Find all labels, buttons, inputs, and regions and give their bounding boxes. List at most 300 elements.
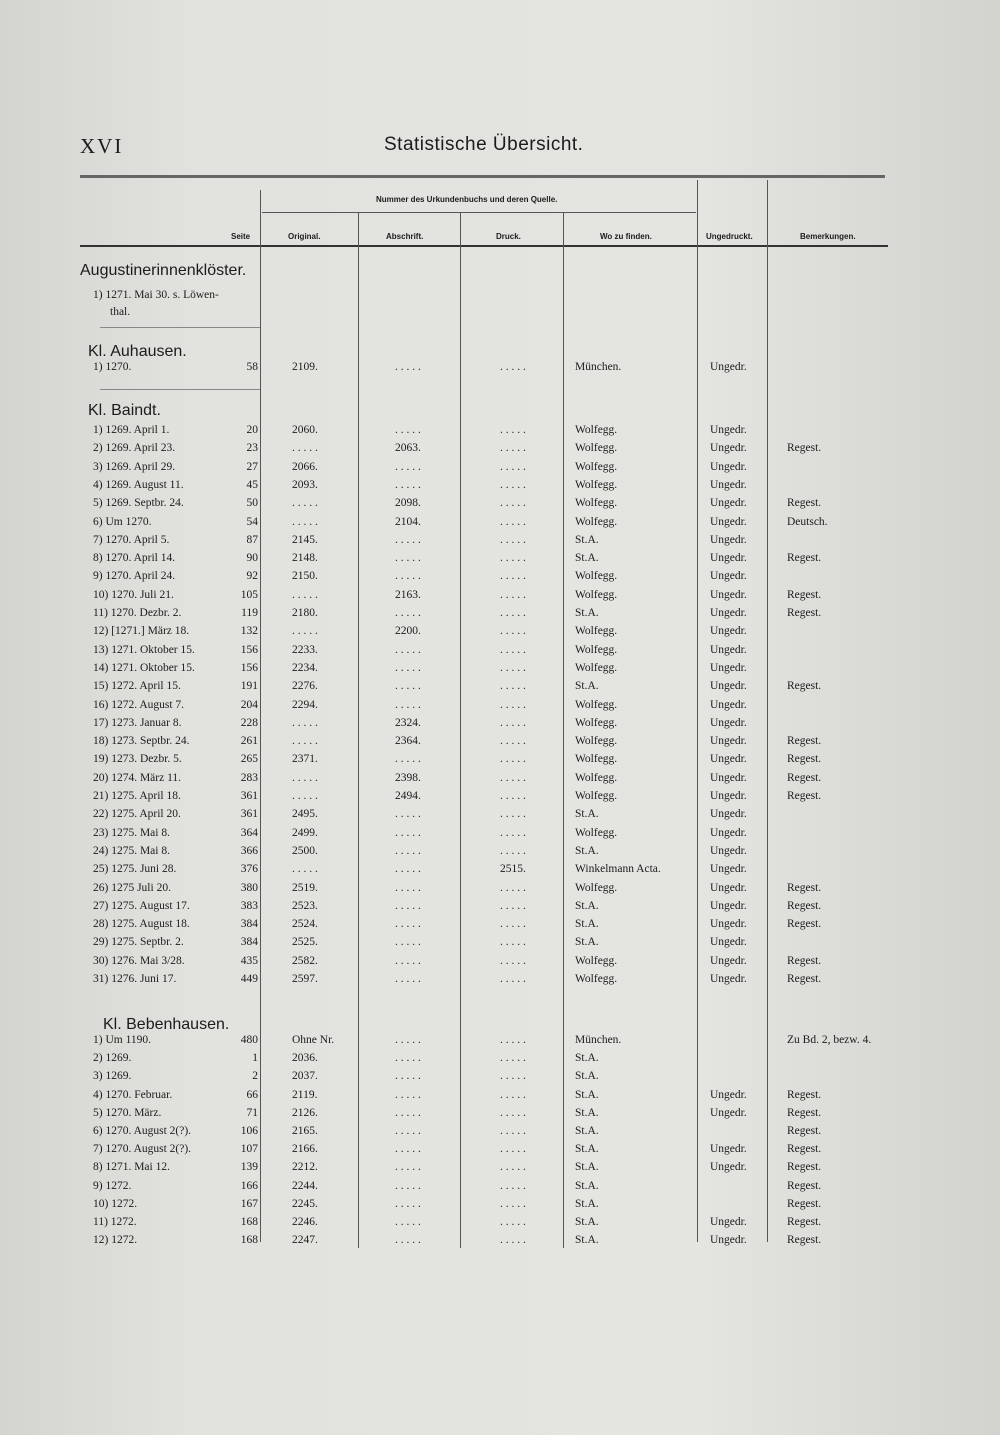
entry-abschrift: 2398. <box>395 771 421 784</box>
entry-date: 28) 1275. August 18. <box>93 918 190 931</box>
entry-date: 5) 1270. März. <box>93 1106 162 1119</box>
entry-seite: 71 <box>246 1106 258 1119</box>
table-row <box>0 461 1000 479</box>
entry-date: 17) 1273. Januar 8. <box>93 716 182 729</box>
entry-seite: 87 <box>246 533 258 546</box>
entry-location: St.A. <box>575 1143 599 1156</box>
entry-abschrift: . . . . . <box>395 1179 421 1192</box>
entry-original: . . . . . <box>292 771 318 784</box>
header-abschrift: Abschrift. <box>386 232 424 241</box>
entry-original: . . . . . <box>292 863 318 876</box>
section-title: Kl. Auhausen. <box>88 343 187 360</box>
entry-druck: . . . . . <box>500 826 526 839</box>
entry-druck: . . . . . <box>500 1088 526 1101</box>
entry-abschrift: . . . . . <box>395 680 421 693</box>
entry-date: 14) 1271. Oktober 15. <box>93 661 195 674</box>
entry-abschrift: 2324. <box>395 716 421 729</box>
section-title: Kl. Bebenhausen. <box>103 1016 230 1033</box>
entry-druck: . . . . . <box>500 497 526 510</box>
entry-druck: . . . . . <box>500 588 526 601</box>
table-row <box>0 717 1000 735</box>
table-row <box>0 900 1000 918</box>
entry-abschrift: . . . . . <box>395 973 421 985</box>
table-row <box>0 662 1000 680</box>
entry-location: St.A. <box>575 1106 599 1119</box>
table-row <box>0 607 1000 625</box>
entry-ungedruckt: Ungedr. <box>710 460 747 473</box>
entry-original: 2597. <box>292 973 318 985</box>
entry-location: St.A. <box>575 936 599 949</box>
entry-date: 30) 1276. Mai 3/28. <box>93 954 185 967</box>
entry-ungedruckt: Ungedr. <box>710 918 747 931</box>
entry-original: 2276. <box>292 680 318 693</box>
entry-ungedruckt: Ungedr. <box>710 478 747 491</box>
entry-original: . . . . . <box>292 588 318 601</box>
entry-original: 2244. <box>292 1179 318 1192</box>
table-row <box>0 1198 1000 1216</box>
entry-abschrift: . . . . . <box>395 570 421 583</box>
table-row <box>0 973 1000 991</box>
entry-date: 9) 1272. <box>93 1179 132 1192</box>
header-ungedruckt: Ungedruckt. <box>706 232 753 241</box>
entry-date: 2) 1269. April 23. <box>93 442 176 455</box>
entry-druck: . . . . . <box>500 698 526 711</box>
entry-original: 2525. <box>292 936 318 949</box>
entry-date: 20) 1274. März 11. <box>93 771 182 784</box>
entry-ungedruckt: Ungedr. <box>710 808 747 821</box>
table-row <box>0 625 1000 643</box>
entry-date: 3) 1269. <box>93 1070 132 1083</box>
entry-druck: . . . . . <box>500 643 526 656</box>
entry-date: 25) 1275. Juni 28. <box>93 863 177 876</box>
entry-druck: . . . . . <box>500 844 526 857</box>
entry-location: Wolfegg. <box>575 478 618 491</box>
entry-remark: Regest. <box>787 497 822 510</box>
entry-remark: Regest. <box>787 899 822 912</box>
entry-location: Wolfegg. <box>575 570 618 583</box>
entry-seite: 23 <box>246 442 258 455</box>
entry-ungedruckt: Ungedr. <box>710 1161 747 1174</box>
entry-seite: 168 <box>240 1216 258 1228</box>
entry-seite: 45 <box>246 478 258 491</box>
entry-seite: 92 <box>246 570 258 583</box>
entry-abschrift: . . . . . <box>395 936 421 949</box>
entry-date: 16) 1272. August 7. <box>93 698 185 711</box>
entry-remark: Regest. <box>787 1088 822 1101</box>
entry-original: 2126. <box>292 1106 318 1119</box>
table-row <box>0 1143 1000 1161</box>
entry-original: 2145. <box>292 533 318 546</box>
entry-ungedruckt: Ungedr. <box>710 790 747 802</box>
entry-remark: Regest. <box>787 1143 822 1156</box>
entry-original: 2233. <box>292 643 318 656</box>
entry-seite: 119 <box>241 607 258 619</box>
entry-druck: . . . . . <box>500 625 526 638</box>
entry-abschrift: 2494. <box>395 790 421 802</box>
entry-date: 7) 1270. April 5. <box>93 533 170 546</box>
entry-druck: . . . . . <box>500 552 526 565</box>
entry-ungedruckt: Ungedr. <box>710 570 747 583</box>
entry-location: Wolfegg. <box>575 973 618 985</box>
entry-date: 6) 1270. August 2(?). <box>93 1125 192 1137</box>
entry-seite: 361 <box>240 808 258 821</box>
entry-original: 2148. <box>292 552 318 565</box>
entry-remark: Regest. <box>787 552 822 565</box>
entry-seite: 20 <box>246 424 258 436</box>
entry-ungedruckt: Ungedr. <box>710 954 747 967</box>
entry-location: St.A. <box>575 533 599 546</box>
entry-date: 2) 1269. <box>93 1052 132 1065</box>
entry-original: 2245. <box>292 1197 318 1210</box>
entry-druck: . . . . . <box>500 680 526 693</box>
entry-abschrift: . . . . . <box>395 533 421 546</box>
entry-abschrift: . . . . . <box>395 1161 421 1174</box>
entry-abschrift: . . . . . <box>395 863 421 876</box>
entry-location: Winkelmann Acta. <box>575 863 661 876</box>
table-row <box>0 699 1000 717</box>
entry-seite: 105 <box>240 588 258 601</box>
entry-original: 2495. <box>292 808 318 821</box>
entry-date: 5) 1269. Septbr. 24. <box>93 497 184 510</box>
entry-original: . . . . . <box>292 790 318 802</box>
entry-druck: . . . . . <box>500 1161 526 1174</box>
table-row <box>0 644 1000 662</box>
entry-location: St.A. <box>575 808 599 821</box>
entry-original: . . . . . <box>292 515 318 528</box>
entry-original: 2523. <box>292 899 318 912</box>
entry-date: 21) 1275. April 18. <box>93 790 181 802</box>
entry-abschrift: . . . . . <box>395 552 421 565</box>
entry-abschrift: . . . . . <box>395 881 421 894</box>
table-row <box>0 1125 1000 1143</box>
entry-remark: Regest. <box>787 954 822 967</box>
entry-date: 3) 1269. April 29. <box>93 460 176 473</box>
table-row <box>0 936 1000 954</box>
entry-seite: 66 <box>246 1088 258 1101</box>
entry-remark: Zu Bd. 2, bezw. 4. <box>787 1034 872 1046</box>
table-row <box>0 955 1000 973</box>
table-row <box>0 516 1000 534</box>
entry-remark: Deutsch. <box>787 515 828 528</box>
entry-location: Wolfegg. <box>575 881 618 894</box>
entry-location: St.A. <box>575 552 599 565</box>
entry-druck: . . . . . <box>500 442 526 455</box>
entry-date: 26) 1275 Juli 20. <box>93 881 171 894</box>
entry-seite: 364 <box>240 826 258 839</box>
top-rule <box>80 175 885 178</box>
entry-abschrift: . . . . . <box>395 1234 421 1247</box>
entry-original: . . . . . <box>292 735 318 748</box>
section-title: Kl. Baindt. <box>88 402 161 419</box>
table-row <box>0 882 1000 900</box>
entry-location: St.A. <box>575 1052 599 1065</box>
entry-date: 10) 1270. Juli 21. <box>93 588 174 601</box>
entry-druck: . . . . . <box>500 735 526 748</box>
entry-location: München. <box>575 361 622 373</box>
entry-ungedruckt: Ungedr. <box>710 607 747 619</box>
entry-druck: . . . . . <box>500 1070 526 1083</box>
entry-remark: Regest. <box>787 607 822 619</box>
table-row <box>0 827 1000 845</box>
entry-abschrift: . . . . . <box>395 607 421 619</box>
group-underline <box>262 212 696 213</box>
entry-seite: 50 <box>246 497 258 510</box>
entry-remark: Regest. <box>787 881 822 894</box>
table-row <box>0 497 1000 515</box>
entry-date: 24) 1275. Mai 8. <box>93 844 170 857</box>
entry-druck: . . . . . <box>500 533 526 546</box>
entry-druck: . . . . . <box>500 661 526 674</box>
entry-seite: 283 <box>240 771 258 784</box>
entry-abschrift: . . . . . <box>395 808 421 821</box>
entry-ungedruckt: Ungedr. <box>710 973 747 985</box>
entry-seite: 1 <box>252 1052 258 1065</box>
header-original: Original. <box>288 232 321 241</box>
entry-seite: 480 <box>240 1034 258 1046</box>
entry-ungedruckt: Ungedr. <box>710 1088 747 1101</box>
entry-ungedruckt: Ungedr. <box>710 515 747 528</box>
header-seite: Seite <box>231 232 251 241</box>
entry-abschrift: . . . . . <box>395 1197 421 1210</box>
entry-location: St.A. <box>575 918 599 931</box>
entry-ungedruckt: Ungedr. <box>710 625 747 638</box>
section-separator <box>100 389 260 390</box>
entry-date: 15) 1272. April 15. <box>93 680 181 693</box>
table-row <box>0 1234 1000 1252</box>
entry-druck: . . . . . <box>500 899 526 912</box>
entry-location: St.A. <box>575 1161 599 1174</box>
entry-seite: 2 <box>252 1070 258 1083</box>
entry-remark: Regest. <box>787 753 822 766</box>
entry-remark: Regest. <box>787 588 822 601</box>
entry-remark: Regest. <box>787 1125 822 1137</box>
entry-original: 2247. <box>292 1234 318 1247</box>
entry-original: 2166. <box>292 1143 318 1156</box>
entry-ungedruckt: Ungedr. <box>710 661 747 674</box>
entry-original: Ohne Nr. <box>292 1034 335 1046</box>
entry-abschrift: . . . . . <box>395 954 421 967</box>
table-row <box>0 863 1000 881</box>
entry-location: Wolfegg. <box>575 753 618 766</box>
entry-druck: . . . . . <box>500 1216 526 1228</box>
entry-druck: . . . . . <box>500 515 526 528</box>
entry-location: St.A. <box>575 899 599 912</box>
table-row <box>0 753 1000 771</box>
entry-location: Wolfegg. <box>575 588 618 601</box>
entry-druck: . . . . . <box>500 1106 526 1119</box>
entry-date: 6) Um 1270. <box>93 515 152 528</box>
entry-ungedruckt: Ungedr. <box>710 1143 747 1156</box>
entry-location: St.A. <box>575 1179 599 1192</box>
entry-location: Wolfegg. <box>575 954 618 967</box>
entry-remark: Regest. <box>787 1216 822 1228</box>
entry-location: Wolfegg. <box>575 661 618 674</box>
entry-abschrift: . . . . . <box>395 643 421 656</box>
entry-location: St.A. <box>575 1197 599 1210</box>
entry-abschrift: . . . . . <box>395 1143 421 1156</box>
entry-ungedruckt: Ungedr. <box>710 1216 747 1228</box>
entry-date: 12) 1272. <box>93 1234 138 1247</box>
entry-date: 23) 1275. Mai 8. <box>93 826 170 839</box>
table-row <box>0 1034 1000 1052</box>
entry-abschrift: 2063. <box>395 442 421 455</box>
entry-druck: . . . . . <box>500 460 526 473</box>
entry-remark: Regest. <box>787 973 822 985</box>
entry-date: 19) 1273. Dezbr. 5. <box>93 753 182 766</box>
table-row <box>0 424 1000 442</box>
table-row <box>0 534 1000 552</box>
entry-abschrift: 2098. <box>395 497 421 510</box>
entry-ungedruckt: Ungedr. <box>710 1106 747 1119</box>
entry-druck: . . . . . <box>500 973 526 985</box>
entry-date: 11) 1272. <box>93 1216 137 1228</box>
entry-ungedruckt: Ungedr. <box>710 826 747 839</box>
entry-original: 2294. <box>292 698 318 711</box>
entry-seite: 384 <box>240 936 258 949</box>
entry-seite: 106 <box>240 1125 258 1137</box>
entry-original: 2119. <box>292 1088 318 1101</box>
entry-date: 27) 1275. August 17. <box>93 899 190 912</box>
entry-abschrift: . . . . . <box>395 753 421 766</box>
entry-location: St.A. <box>575 1234 599 1247</box>
entry-seite: 384 <box>240 918 258 931</box>
table-row <box>0 442 1000 460</box>
entry-date: 1) 1269. April 1. <box>93 424 170 436</box>
entry-date: 4) 1270. Februar. <box>93 1088 173 1101</box>
entry-druck: . . . . . <box>500 954 526 967</box>
entry-date: 10) 1272. <box>93 1197 138 1210</box>
entry-location: Wolfegg. <box>575 790 618 802</box>
entry-druck: . . . . . <box>500 716 526 729</box>
page-number: XVI <box>80 134 124 158</box>
entry-druck: . . . . . <box>500 808 526 821</box>
entry-seite: 90 <box>246 552 258 565</box>
entry-location: Wolfegg. <box>575 735 618 748</box>
page-title: Statistische Übersicht. <box>384 134 584 155</box>
section-note: 1) 1271. Mai 30. s. Löwen- <box>93 289 219 301</box>
entry-location: Wolfegg. <box>575 643 618 656</box>
entry-seite: 380 <box>240 881 258 894</box>
entry-seite: 383 <box>240 899 258 912</box>
entry-abschrift: . . . . . <box>395 424 421 436</box>
entry-seite: 366 <box>240 844 258 857</box>
entry-original: 2066. <box>292 460 318 473</box>
entry-location: Wolfegg. <box>575 460 618 473</box>
entry-original: 2212. <box>292 1161 318 1174</box>
entry-date: 13) 1271. Oktober 15. <box>93 643 195 656</box>
entry-seite: 54 <box>246 515 258 528</box>
entry-ungedruckt: Ungedr. <box>710 771 747 784</box>
entry-ungedruckt: Ungedr. <box>710 698 747 711</box>
table-row <box>0 1070 1000 1088</box>
table-row <box>0 772 1000 790</box>
entry-druck: . . . . . <box>500 1234 526 1247</box>
entry-druck: . . . . . <box>500 478 526 491</box>
entry-abschrift: . . . . . <box>395 899 421 912</box>
entry-abschrift: . . . . . <box>395 1070 421 1083</box>
entry-location: Wolfegg. <box>575 625 618 638</box>
entry-seite: 167 <box>240 1197 258 1210</box>
header-group: Nummer des Urkundenbuchs und deren Quelle. <box>376 195 558 204</box>
entry-location: Wolfegg. <box>575 442 618 455</box>
section-note: thal. <box>110 306 131 318</box>
entry-original: 2093. <box>292 478 318 491</box>
table-row <box>0 808 1000 826</box>
entry-remark: Regest. <box>787 1179 822 1192</box>
entry-abschrift: . . . . . <box>395 661 421 674</box>
entry-location: Wolfegg. <box>575 716 618 729</box>
entry-remark: Regest. <box>787 1197 822 1210</box>
entry-abschrift: . . . . . <box>395 1034 421 1046</box>
entry-remark: Regest. <box>787 771 822 784</box>
entry-ungedruckt: Ungedr. <box>710 735 747 748</box>
entry-original: 2060. <box>292 424 318 436</box>
entry-ungedruckt: Ungedr. <box>710 361 747 373</box>
entry-druck: . . . . . <box>500 1143 526 1156</box>
table-row <box>0 361 1000 379</box>
entry-ungedruckt: Ungedr. <box>710 497 747 510</box>
entry-original: 2234. <box>292 661 318 674</box>
entry-date: 12) [1271.] März 18. <box>93 625 190 638</box>
entry-seite: 376 <box>240 863 258 876</box>
entry-abschrift: . . . . . <box>395 1125 421 1137</box>
entry-abschrift: . . . . . <box>395 1106 421 1119</box>
table-row <box>0 552 1000 570</box>
entry-abschrift: . . . . . <box>395 698 421 711</box>
entry-original: 2519. <box>292 881 318 894</box>
entry-original: 2036. <box>292 1052 318 1065</box>
entry-druck: . . . . . <box>500 790 526 802</box>
entry-remark: Regest. <box>787 442 822 455</box>
entry-seite: 139 <box>240 1161 258 1174</box>
entry-original: . . . . . <box>292 497 318 510</box>
entry-abschrift: 2104. <box>395 515 421 528</box>
entry-date: 8) 1271. Mai 12. <box>93 1161 170 1174</box>
entry-original: 2037. <box>292 1070 318 1083</box>
entry-seite: 361 <box>240 790 258 802</box>
entry-original: 2371. <box>292 753 318 766</box>
table-row <box>0 1089 1000 1107</box>
entry-seite: 58 <box>246 361 258 373</box>
entry-date: 4) 1269. August 11. <box>93 478 184 491</box>
header-wo: Wo zu finden. <box>600 232 652 241</box>
entry-date: 9) 1270. April 24. <box>93 570 176 583</box>
entry-druck: . . . . . <box>500 918 526 931</box>
entry-location: St.A. <box>575 1070 599 1083</box>
entry-seite: 132 <box>240 625 258 638</box>
entry-seite: 435 <box>240 954 258 967</box>
entry-ungedruckt: Ungedr. <box>710 716 747 729</box>
entry-abschrift: . . . . . <box>395 826 421 839</box>
entry-abschrift: . . . . . <box>395 1088 421 1101</box>
entry-location: St.A. <box>575 844 599 857</box>
entry-ungedruckt: Ungedr. <box>710 899 747 912</box>
entry-location: München. <box>575 1034 622 1046</box>
entry-seite: 191 <box>240 680 258 693</box>
section-separator <box>100 327 260 328</box>
entry-location: St.A. <box>575 1125 599 1137</box>
header-bemerkungen: Bemerkungen. <box>800 232 856 241</box>
entry-location: St.A. <box>575 1088 599 1101</box>
entry-druck: . . . . . <box>500 1179 526 1192</box>
entry-ungedruckt: Ungedr. <box>710 533 747 546</box>
entry-date: 18) 1273. Septbr. 24. <box>93 735 190 748</box>
table-row <box>0 1052 1000 1070</box>
entry-abschrift: . . . . . <box>395 844 421 857</box>
section-title: Augustinerinnenklöster. <box>80 262 247 279</box>
table-row <box>0 479 1000 497</box>
entry-seite: 168 <box>240 1234 258 1247</box>
